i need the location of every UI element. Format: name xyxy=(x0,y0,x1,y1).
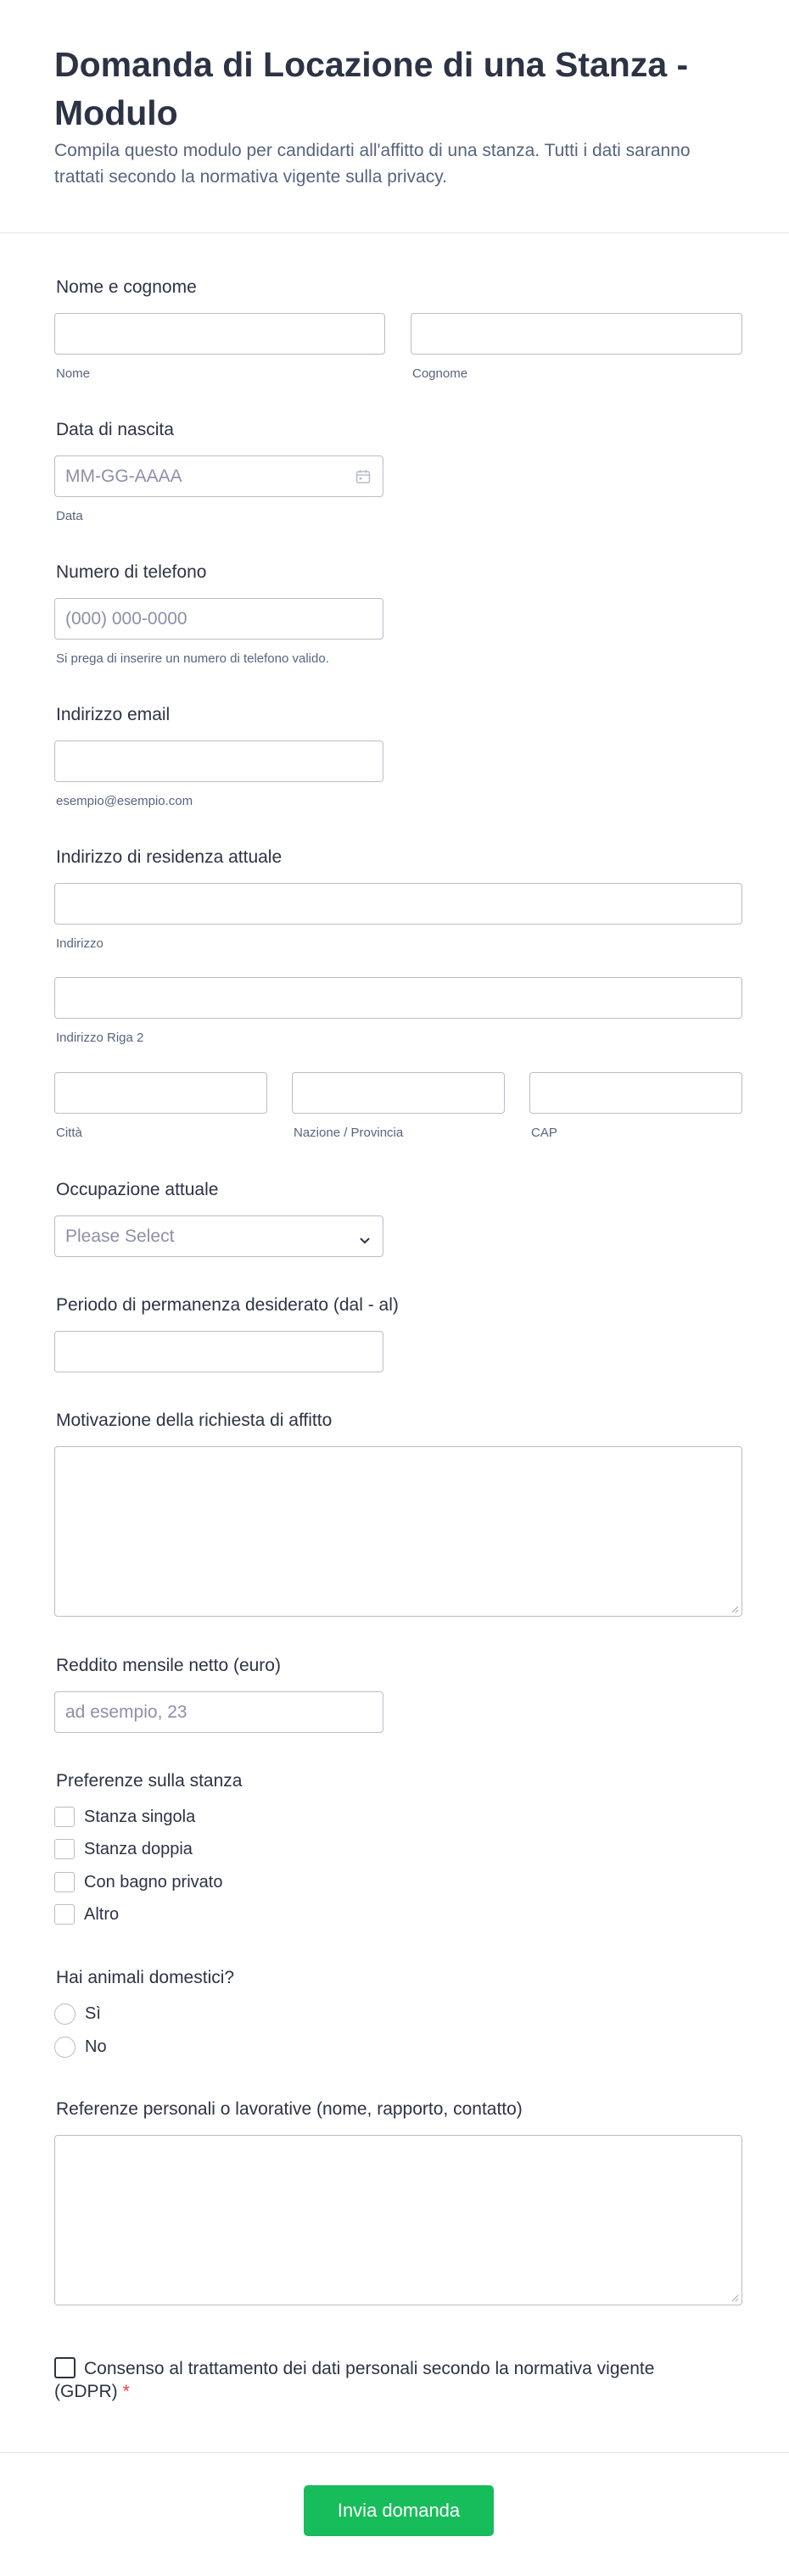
address-label: Indirizzo di residenza attuale xyxy=(56,847,283,867)
consent-checkbox[interactable] xyxy=(54,2357,76,2378)
consent-label: Consenso al trattamento dei dati personali secondo la normativa vigente (GDPR) xyxy=(54,2359,655,2401)
radio[interactable] xyxy=(54,2037,76,2058)
option-label: Sì xyxy=(85,2004,101,2023)
radio[interactable] xyxy=(54,2003,76,2025)
income-input[interactable] xyxy=(54,1691,383,1733)
form-title: Domanda di Locazione di una Stanza - Modulo xyxy=(54,45,689,132)
address-line2-input[interactable] xyxy=(54,977,742,1019)
pets-option-yes[interactable] xyxy=(54,2003,101,2025)
birthdate-sublabel: Data xyxy=(56,509,83,523)
occupation-selected: Please Select xyxy=(65,1226,175,1246)
state-sublabel: Nazione / Provincia xyxy=(294,1126,404,1140)
address-line2-sublabel: Indirizzo Riga 2 xyxy=(56,1031,144,1045)
checkbox[interactable] xyxy=(54,1807,75,1827)
footer-divider xyxy=(0,2452,789,2453)
form-header xyxy=(0,0,789,233)
resize-grip-icon[interactable] xyxy=(730,1605,739,1613)
room-pref-option[interactable] xyxy=(54,1839,193,1859)
required-mark: * xyxy=(122,2382,130,2401)
room-pref-option[interactable] xyxy=(54,1807,195,1827)
zip-input[interactable] xyxy=(529,1072,742,1114)
consent-field[interactable] xyxy=(54,2357,699,2403)
motivation-textarea[interactable] xyxy=(54,1446,742,1617)
calendar-icon[interactable] xyxy=(355,469,371,489)
name-label: Nome e cognome xyxy=(56,277,197,297)
last-name-sublabel: Cognome xyxy=(412,366,468,381)
resize-grip-icon[interactable] xyxy=(730,2294,739,2302)
occupation-label: Occupazione attuale xyxy=(56,1180,219,1199)
address-line1-input[interactable] xyxy=(54,883,742,925)
state-input[interactable] xyxy=(292,1072,505,1114)
option-label: Con bagno privato xyxy=(84,1872,223,1891)
motivation-label: Motivazione della richiesta di affitto xyxy=(56,1411,333,1430)
checkbox[interactable] xyxy=(54,1904,75,1925)
form-subtitle: Compila questo modulo per candidarti all'affitto di una stanza. Tutti i dati saranno trattati secondo la normativa vigente sulla privacy. xyxy=(54,141,691,187)
pets-label: Hai animali domestici? xyxy=(56,1968,235,1987)
option-label: No xyxy=(85,2037,107,2056)
option-label: Altro xyxy=(84,1904,120,1924)
income-placeholder: ad esempio, 23 xyxy=(65,1702,187,1722)
birthdate-label: Data di nascita xyxy=(56,420,174,439)
email-input[interactable] xyxy=(54,740,383,782)
room-pref-option[interactable] xyxy=(54,1904,119,1925)
address-line1-sublabel: Indirizzo xyxy=(56,936,104,951)
city-input[interactable] xyxy=(54,1072,267,1114)
room-prefs-label: Preferenze sulla stanza xyxy=(56,1771,243,1791)
first-name-sublabel: Nome xyxy=(56,366,91,381)
phone-sublabel: Si prega di inserire un numero di telefono valido. xyxy=(56,651,329,666)
email-label: Indirizzo email xyxy=(56,705,171,724)
submit-button[interactable]: Invia domanda xyxy=(304,2485,494,2536)
references-label: Referenze personali o lavorative (nome, rapporto, contatto) xyxy=(56,2099,523,2119)
period-input[interactable] xyxy=(54,1331,383,1372)
room-pref-option[interactable] xyxy=(54,1872,222,1892)
birthdate-input[interactable] xyxy=(54,455,383,497)
phone-label: Numero di telefono xyxy=(56,562,207,582)
checkbox[interactable] xyxy=(54,1839,75,1859)
option-label: Stanza doppia xyxy=(84,1839,193,1858)
option-label: Stanza singola xyxy=(84,1807,196,1826)
phone-placeholder: (000) 000-0000 xyxy=(65,608,187,629)
last-name-input[interactable] xyxy=(411,313,742,355)
pets-option-no[interactable] xyxy=(54,2037,107,2058)
zip-sublabel: CAP xyxy=(531,1126,557,1140)
email-sublabel: esempio@esempio.com xyxy=(56,794,193,808)
references-textarea[interactable] xyxy=(54,2135,742,2305)
period-label: Periodo di permanenza desiderato (dal - al) xyxy=(56,1295,399,1315)
birthdate-placeholder: MM-GG-AAAA xyxy=(65,466,182,486)
first-name-input[interactable] xyxy=(54,313,385,355)
city-sublabel: Città xyxy=(56,1126,82,1140)
chevron-down-icon xyxy=(359,1231,371,1251)
income-label: Reddito mensile netto (euro) xyxy=(56,1656,281,1675)
checkbox[interactable] xyxy=(54,1872,75,1892)
occupation-select[interactable] xyxy=(54,1215,383,1257)
phone-input[interactable] xyxy=(54,598,383,640)
